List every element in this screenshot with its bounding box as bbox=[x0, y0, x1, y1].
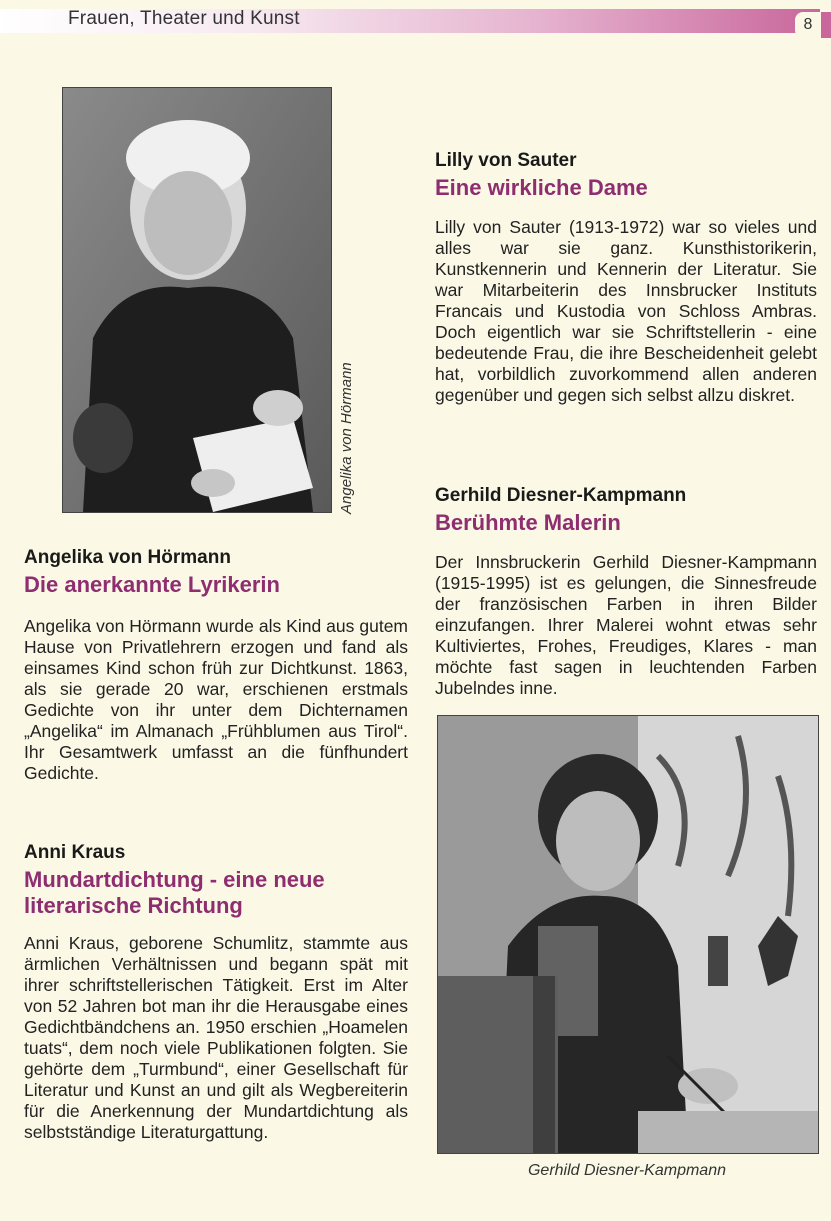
lilly-body: Lilly von Sauter (1913-1972) war so vieles und alles war sie ganz. Kunsthistorikerin, Kunstkennerin und Kennerin der Literatur. Sie war Mitarbeiterin des Innsbrucker Instituts Francais und Kustodia von Schloss Ambras. Doch eigentlich war sie Schriftstellerin - eine bedeutende Frau, die ihre Bescheidenheit gelebt hat, vorbildlich zuvorkommend allen anderen gegenüber und gegen sich selbst allzu diskret. bbox=[435, 217, 817, 405]
anni-body: Anni Kraus, geborene Schumlitz, stammte aus ärmlichen Verhältnissen und begann spät mit ihrer schriftstellerischen Tätigkeit. Erst im Alter von 52 Jahren bot man ihr die Herausgabe eines Gedichtbändchens an. 1950 erschien „Hoamelen tuats“, dem noch viele Publikationen folgten. Sie gehörte dem „Turmbund“, einer Gesellschaft für Literatur und Kunst an und gilt als Wegbereiterin für die Anerkennung der Mundartdichtung als selbstständige Literaturgattung. bbox=[24, 933, 408, 1142]
gerhild-photo-caption: Gerhild Diesner-Kampmann bbox=[527, 1162, 726, 1179]
gerhild-body: Der Innsbruckerin Gerhild Diesner-Kampmann (1915-1995) ist es gelungen, die Sinnesfreude der französischen Farben in ihren Bilder einzufangen. Ihrer Malerei wohnt etwas sehr Kultiviertes, Frohes, Freudiges, Klares - man möchte fast sagen in leuchtenden Farben Jubelndes inne. bbox=[435, 552, 817, 698]
lilly-name: Lilly von Sauter bbox=[435, 150, 577, 171]
angelika-portrait-photo bbox=[62, 87, 332, 513]
angelika-name: Angelika von Hörmann bbox=[24, 547, 231, 568]
lilly-section bbox=[435, 150, 817, 406]
page-header-title: Frauen, Theater und Kunst bbox=[68, 8, 300, 29]
page-number-tab bbox=[821, 12, 831, 38]
gerhild-name: Gerhild Diesner-Kampmann bbox=[435, 485, 687, 506]
lilly-subtitle: Eine wirkliche Dame bbox=[435, 175, 648, 200]
anni-name: Anni Kraus bbox=[24, 842, 126, 863]
anni-subtitle: Mundartdichtung - eine neue literarische Richtung bbox=[24, 867, 325, 918]
page-number: 8 bbox=[795, 12, 821, 38]
angelika-body: Angelika von Hörmann wurde als Kind aus gutem Hause von Privatlehrern erzogen und fand als einsames Kind schon früh zur Dichtkunst. 1863, als sie gerade 20 war, erschienen erstmals Gedichte von ihr unter dem Dichternamen „Angelika“ im Almanach „Frühblumen aus Tirol“. Ihr Gesamtwerk umfasst an die fünfhundert Gedichte. bbox=[24, 616, 408, 783]
angelika-photo-caption: Angelika von Hörmann bbox=[338, 362, 355, 514]
angelika-section bbox=[24, 547, 408, 784]
anni-section bbox=[24, 842, 408, 1143]
gerhild-section bbox=[435, 485, 817, 699]
gerhild-subtitle: Berühmte Malerin bbox=[435, 510, 621, 535]
gerhild-portrait-photo bbox=[437, 715, 819, 1154]
angelika-subtitle: Die anerkannte Lyrikerin bbox=[24, 572, 280, 597]
